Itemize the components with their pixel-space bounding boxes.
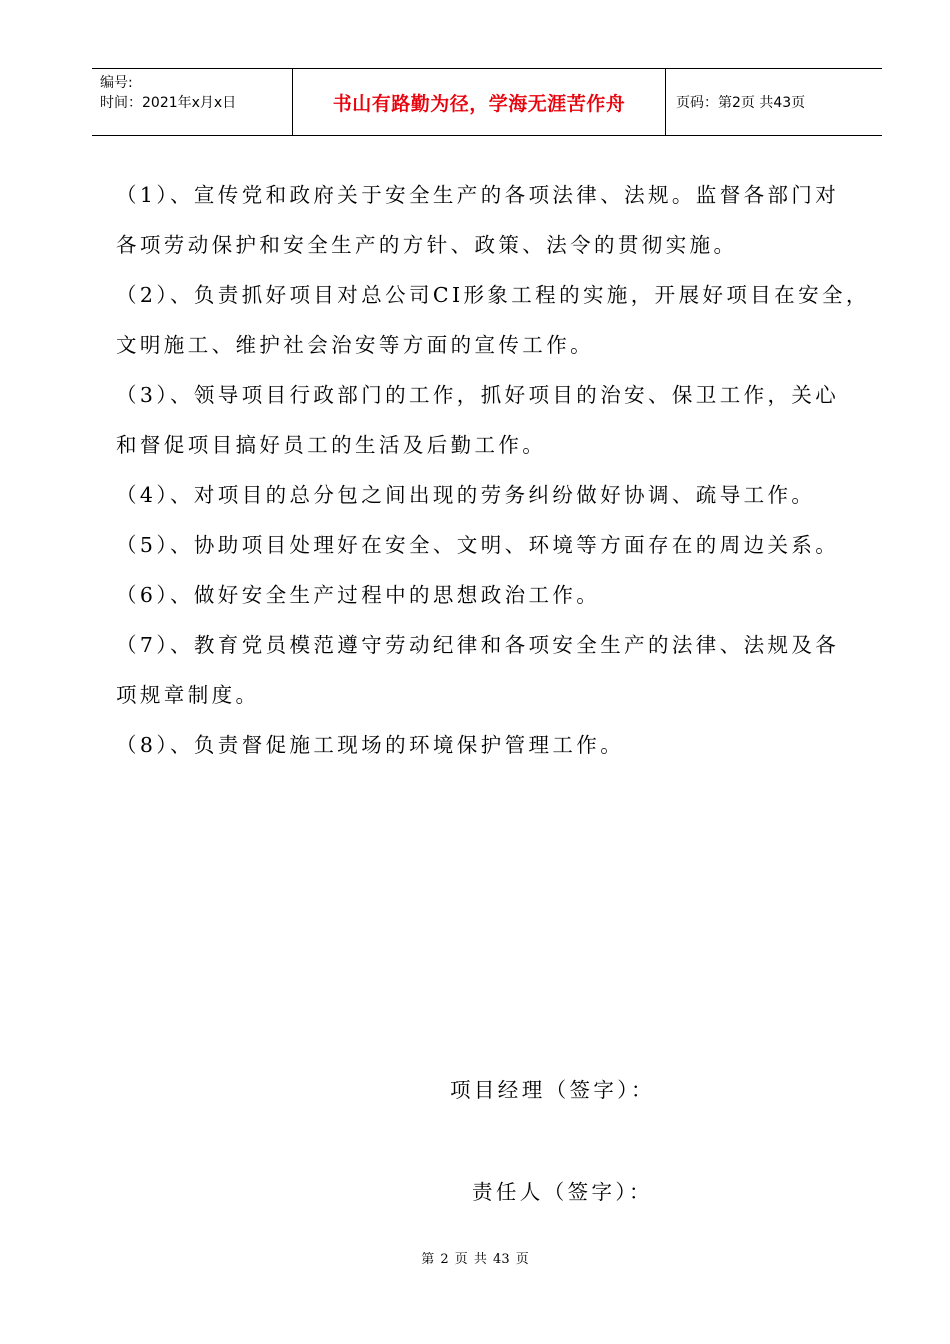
body-line: （1）、宣传党和政府关于安全生产的各项法律、法规。监督各部门对 bbox=[116, 183, 840, 207]
body-line: （8）、负责督促施工现场的环境保护管理工作。 bbox=[116, 733, 625, 757]
body-line: （3）、领导项目行政部门的工作，抓好项目的治安、保卫工作，关心 bbox=[116, 383, 840, 407]
body-line: （5）、协助项目处理好在安全、文明、环境等方面存在的周边关系。 bbox=[116, 533, 840, 557]
body-line: （2）、负责抓好项目对总公司CI形象工程的实施，开展好项目在安全， bbox=[116, 283, 870, 307]
page-footer: 第 2 页 共 43 页 bbox=[421, 1252, 529, 1267]
body-line: （7）、教育党员模范遵守劳动纪律和各项安全生产的法律、法规及各 bbox=[116, 633, 840, 657]
body-line: 项规章制度。 bbox=[116, 683, 260, 707]
responsible-person-signature-label: 责任人（签字）： bbox=[472, 1180, 653, 1204]
header-motto-cell bbox=[293, 69, 666, 135]
document-body bbox=[116, 170, 886, 770]
date-label: 时间：2021年x月x日 bbox=[100, 95, 237, 111]
body-line: （6）、做好安全生产过程中的思想政治工作。 bbox=[116, 583, 601, 607]
motto-text: 书山有路勤为径，学海无涯苦作舟 bbox=[332, 92, 626, 115]
project-manager-signature-label: 项目经理（签字）： bbox=[450, 1078, 655, 1102]
body-line: 各项劳动保护和安全生产的方针、政策、法令的贯彻实施。 bbox=[116, 233, 738, 257]
page-header-table bbox=[92, 68, 882, 136]
serial-number-label: 编号: bbox=[100, 75, 133, 91]
body-line: 和督促项目搞好员工的生活及后勤工作。 bbox=[116, 433, 547, 457]
body-line: 文明施工、维护社会治安等方面的宣传工作。 bbox=[116, 333, 594, 357]
header-page-cell bbox=[666, 69, 882, 135]
header-meta-cell bbox=[92, 69, 293, 135]
page-number-label: 页码：第2页 共43页 bbox=[676, 95, 806, 111]
body-line: （4）、对项目的总分包之间出现的劳务纠纷做好协调、疏导工作。 bbox=[116, 483, 816, 507]
